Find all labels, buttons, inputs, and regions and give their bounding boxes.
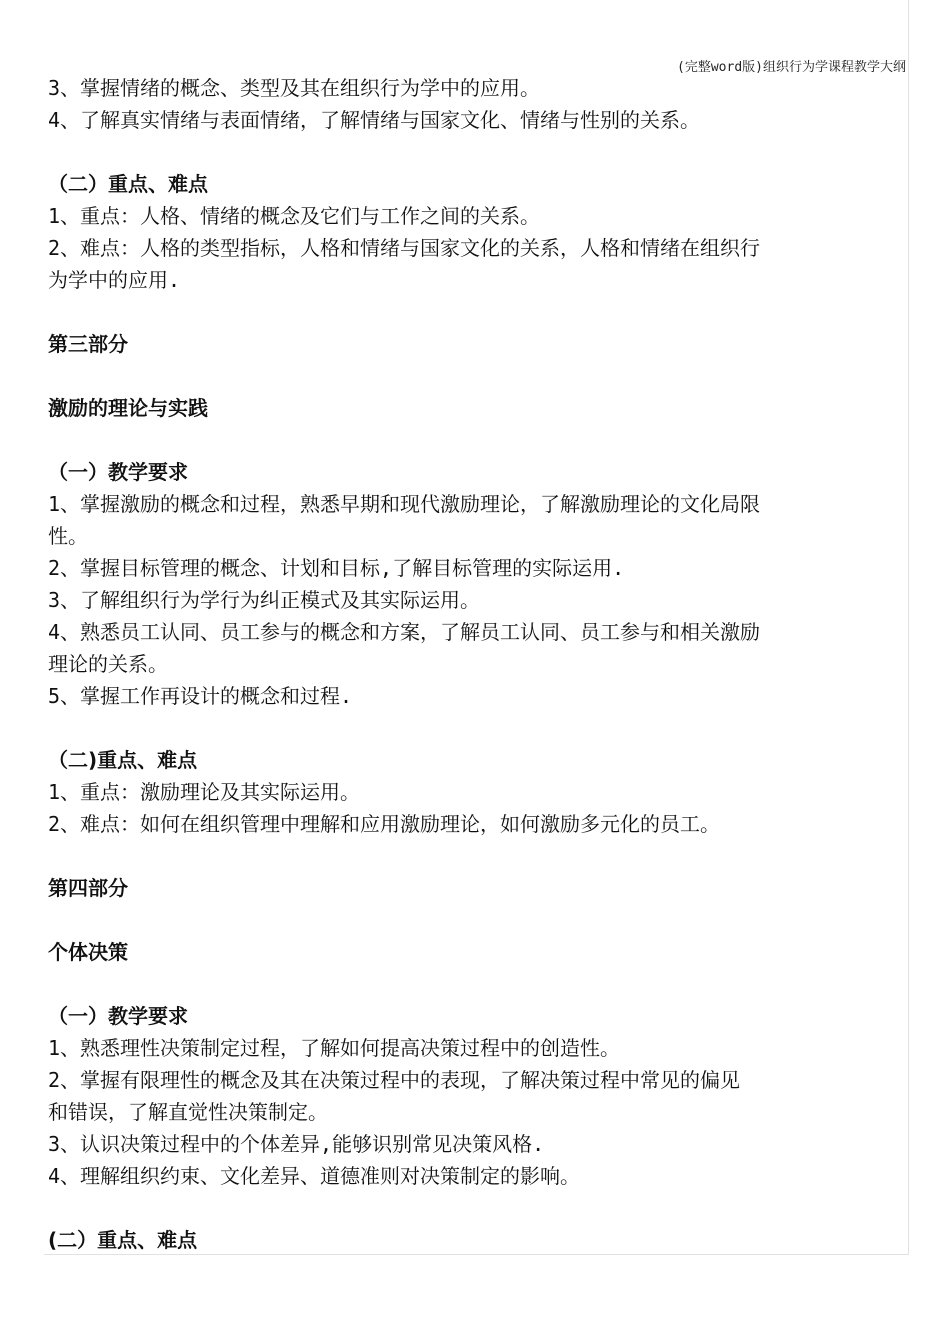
page-header: (完整word版)组织行为学课程教学大纲 [677,60,906,75]
text-line: 4、熟悉员工认同、员工参与的概念和方案，了解员工认同、员工参与和相关激励 [48,620,761,644]
blank-line [48,296,903,328]
section-heading: （二）重点、难点 [48,172,208,196]
text-line: 2、难点：人格的类型指标，人格和情绪与国家文化的关系，人格和情绪在组织行 [48,236,761,260]
document-body [48,72,903,1256]
section-heading: 第四部分 [48,876,128,900]
text-line: 4、了解真实情绪与表面情绪，了解情绪与国家文化、情绪与性别的关系。 [48,108,701,132]
section-heading: 激励的理论与实践 [48,396,208,420]
text-line: 3、掌握情绪的概念、类型及其在组织行为学中的应用。 [48,76,541,100]
text-line: 2、掌握目标管理的概念、计划和目标,了解目标管理的实际运用. [48,556,625,580]
section-heading: 个体决策 [48,940,128,964]
text-line: 1、重点：激励理论及其实际运用。 [48,780,361,804]
blank-line [48,360,903,392]
text-line: 为学中的应用. [48,268,181,292]
section-heading: （二)重点、难点 [48,748,198,772]
text-line: 理论的关系。 [48,652,168,676]
text-line: 2、难点：如何在组织管理中理解和应用激励理论，如何激励多元化的员工。 [48,812,721,836]
blank-line [48,712,903,744]
blank-line [48,904,903,936]
text-line: 性。 [48,524,88,548]
text-line: 5、掌握工作再设计的概念和过程. [48,684,353,708]
text-line: 3、认识决策过程中的个体差异,能够识别常见决策风格. [48,1132,545,1156]
blank-line [48,968,903,1000]
section-heading: （一）教学要求 [48,1004,188,1028]
text-line: 1、熟悉理性决策制定过程，了解如何提高决策过程中的创造性。 [48,1036,621,1060]
blank-line [48,424,903,456]
blank-line [48,136,903,168]
text-line: 1、掌握激励的概念和过程，熟悉早期和现代激励理论，了解激励理论的文化局限 [48,492,761,516]
section-heading: （一）教学要求 [48,460,188,484]
text-line: 和错误，了解直觉性决策制定。 [48,1100,328,1124]
blank-line [48,1192,903,1224]
text-line: 1、重点：人格、情绪的概念及它们与工作之间的关系。 [48,204,541,228]
text-line: 2、掌握有限理性的概念及其在决策过程中的表现，了解决策过程中常见的偏见 [48,1068,741,1092]
text-line: 3、了解组织行为学行为纠正模式及其实际运用。 [48,588,481,612]
text-line: 4、理解组织约束、文化差异、道德准则对决策制定的影响。 [48,1164,581,1188]
section-heading: 第三部分 [48,332,128,356]
section-heading: (二）重点、难点 [48,1228,198,1252]
blank-line [48,840,903,872]
